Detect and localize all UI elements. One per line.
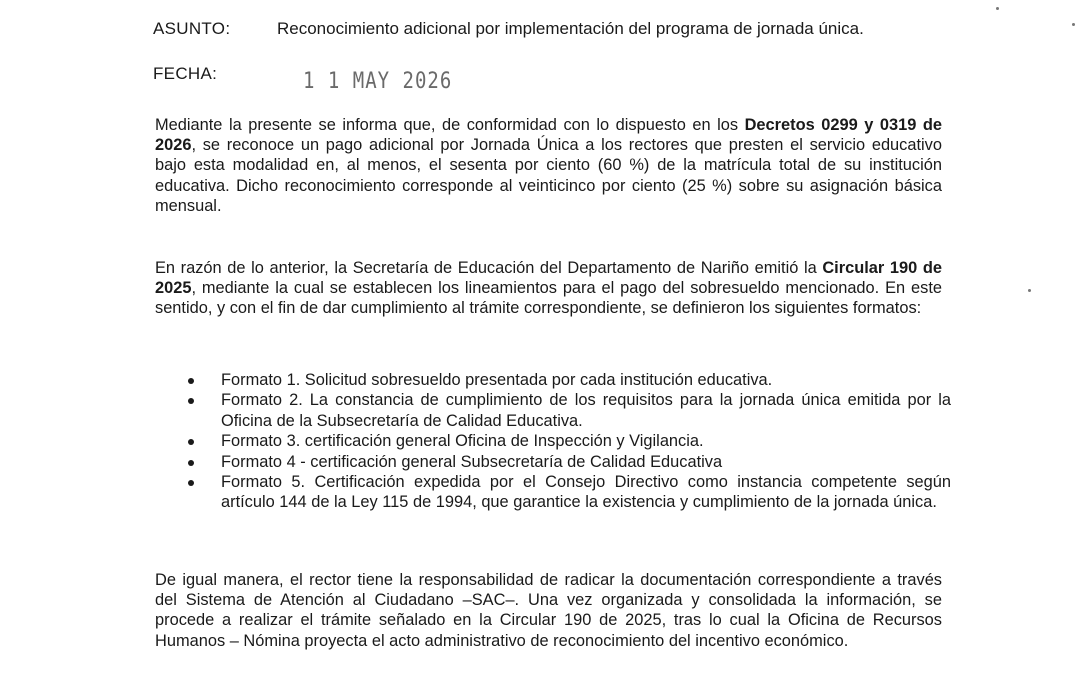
paragraph-text: , mediante la cual se establecen los lineamientos para el pago del sobresueldo mencionado. En este sentido, y con el fin de dar cumplimiento al trámite correspondiente, se definieron los siguientes formatos: [155,279,942,318]
list-item [186,472,951,513]
formato-text: Formato 1. Solicitud sobresueldo presentada por cada institución educativa. [221,371,773,389]
list-item [186,431,951,451]
circular-reference: Circular 190 de 2025 [155,259,942,298]
fecha-label: FECHA: [153,64,218,83]
paragraph-text: En razón de lo anterior, la Secretaría de Educación del Departamento de Nariño emitió la [155,259,823,277]
paragraph-text: , se reconoce un pago adicional por Jornada Única a los rectores que presten el servicio educativo bajo esta modalidad en, al menos, el sesenta por ciento (60 %) de la matrícula total de su institución educativa. Dicho reconocimiento corresponde al veinticinco por ciento (25 %) sobre su asignación básica mensual. [155,136,942,215]
bullet-icon [188,398,194,404]
formato-text: Formato 3. certificación general Oficina de Inspección y Vigilancia. [221,432,704,451]
bullet-icon [188,439,194,445]
paragraph-text: De igual manera, el rector tiene la responsabilidad de radicar la documentación correspondiente a través del Sistema de Atención al Ciudadano –SAC–. Una vez organizada y consolidada la información, se procede a realizar el trámite señalado en la Circular 190 de 2025, tras lo cual la Oficina de Recursos Humanos – Nómina proyecta el acto administrativo de reconocimiento del incentivo económico. [155,571,942,650]
paragraph-text: Mediante la presente se informa que, de conformidad con lo dispuesto en los [155,116,745,134]
formato-text: Formato 4 - certificación general Subsecretaría de Calidad Educativa [221,452,723,471]
scan-speck [1072,23,1075,26]
paragraph-circular [155,258,942,319]
formato-text: Formato 2. La constancia de cumplimiento de los requisitos para la jornada única emitida por la Oficina de la Subsecretaría de Calidad Educativa. [221,391,951,430]
paragraph-radicacion [155,570,942,651]
list-item [186,370,951,390]
bullet-icon [188,480,194,486]
asunto-value: Reconocimiento adicional por implementación del programa de jornada única. [277,19,864,38]
formato-text: Formato 5. Certificación expedida por el Consejo Directivo como instancia competente según artículo 144 de la Ley 115 de 1994, que garantice la existencia y cumplimiento de la jornada única. [221,473,951,512]
paragraph-decretos [155,115,942,216]
date-stamp: 1 1 MAY 2026 [303,68,453,94]
scan-speck [996,7,999,10]
list-item [186,390,951,431]
bullet-icon [188,378,194,384]
list-item [186,452,951,472]
decretos-reference: Decretos 0299 y 0319 de 2026 [155,116,942,155]
bullet-icon [188,460,194,466]
scan-speck [1028,289,1031,292]
formatos-list [186,370,951,513]
asunto-label: ASUNTO: [153,19,231,38]
